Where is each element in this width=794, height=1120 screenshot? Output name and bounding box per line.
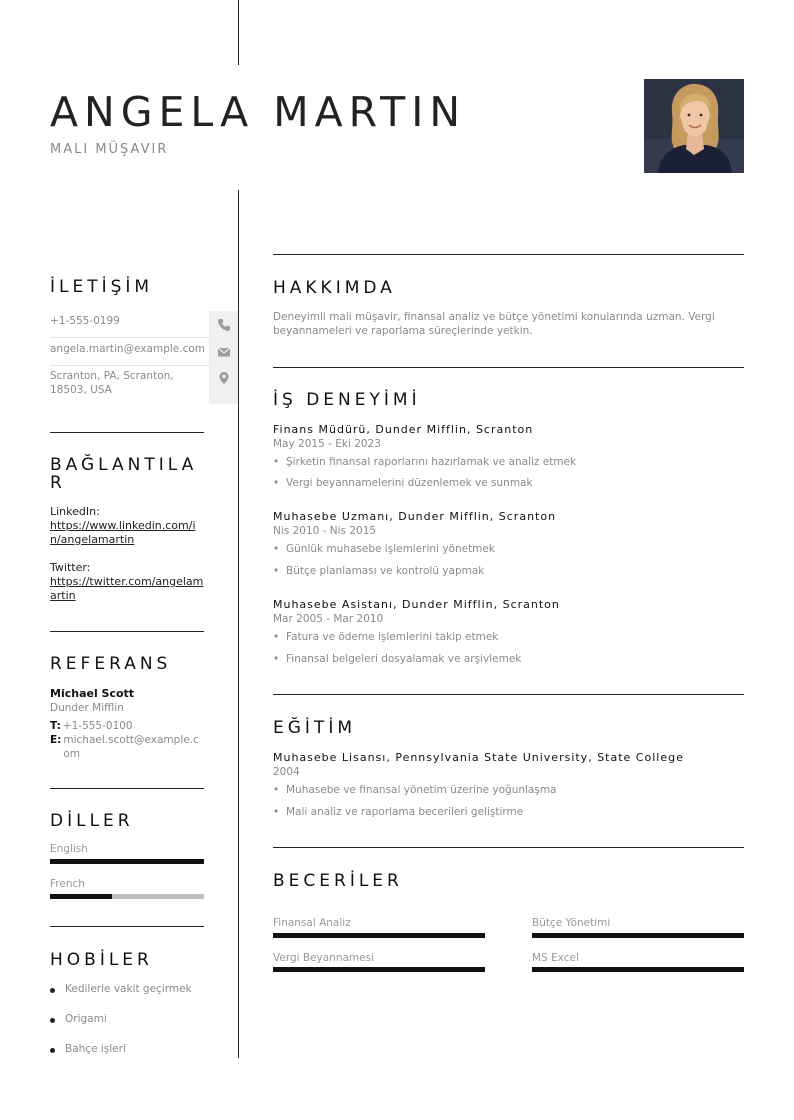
language-name-english: English — [50, 843, 88, 855]
skill-bar — [532, 933, 744, 938]
email-text: angela.martin@example.com — [50, 343, 206, 355]
skills-heading: BECERİLER — [273, 871, 403, 891]
skill-bar — [273, 933, 485, 938]
skill-bar — [273, 967, 485, 972]
profile-photo — [644, 79, 744, 173]
divider-hobbies — [50, 926, 204, 927]
location-pin-icon — [217, 371, 231, 385]
hobbies-heading: HOBİLER — [50, 950, 153, 970]
twitter-entry — [50, 561, 204, 603]
skill-name: Bütçe Yönetimi — [532, 917, 611, 929]
job-dates: May 2015 - Eki 2023 — [273, 438, 381, 450]
address-text: Scranton, PA, Scranton, 18503, USA — [50, 370, 174, 396]
language-bar-french — [50, 894, 204, 899]
candidate-name: ANGELA MARTIN — [50, 88, 466, 136]
linkedin-entry — [50, 505, 204, 547]
phone-icon — [217, 318, 231, 332]
job-bullet-text: Şirketin finansal raporlarını hazırlamak ve analiz etmek — [286, 456, 577, 468]
education-year: 2004 — [273, 766, 300, 778]
job-bullet-text: Fatura ve ödeme işlemlerini takip etmek — [286, 631, 499, 643]
links-heading: BAĞLANTILA R — [50, 455, 198, 493]
reference-phone-value: +1-555-0100 — [62, 720, 133, 732]
reference-entry — [50, 687, 204, 761]
job-dates: Nis 2010 - Nis 2015 — [273, 525, 377, 537]
language-name-french: French — [50, 878, 85, 890]
job-title: Muhasebe Asistanı, Dunder Mifflin, Scranton — [273, 598, 560, 611]
reference-email-label: E: — [50, 734, 62, 746]
languages-heading: DİLLER — [50, 811, 134, 831]
divider-reference — [50, 631, 204, 632]
divider-education — [273, 694, 744, 695]
about-heading: HAKKIMDA — [273, 278, 396, 298]
education-heading: EĞİTİM — [273, 718, 356, 738]
divider-skills — [273, 847, 744, 848]
education-bullet-text: Mali analiz ve raporlama becerileri geliştirme — [286, 806, 524, 818]
twitter-link[interactable]: https://twitter.com/angelamartin — [50, 575, 204, 602]
about-text: Deneyimli mali müşavir, finansal analiz ve bütçe yönetimi konularında uzman. Vergi beyannameleri ve raporlama süreçlerinde yetkin. — [273, 311, 715, 337]
vertical-divider-top — [238, 0, 239, 65]
job-dates: Mar 2005 - Mar 2010 — [273, 613, 384, 625]
twitter-label: Twitter: — [50, 561, 91, 574]
reference-phone-label: T: — [50, 720, 61, 732]
job-bullet-text: Bütçe planlaması ve kontrolü yapmak — [286, 565, 485, 577]
bullet-dot — [50, 1018, 55, 1023]
skill-bar-fill — [273, 967, 485, 972]
job-title: Finans Müdürü, Dunder Mifflin, Scranton — [273, 423, 534, 436]
job-bullet-text: Günlük muhasebe işlemlerini yönetmek — [286, 543, 495, 555]
hobby-text: Kedilerle vakit geçirmek — [65, 983, 192, 995]
skill-bar-fill — [532, 933, 744, 938]
contact-heading: İLETİŞİM — [50, 277, 154, 297]
job-title: MALI MÜŞAVIR — [50, 142, 169, 157]
divider-experience — [273, 367, 744, 368]
bullet-dot — [50, 1048, 55, 1053]
job-bullet-text: Vergi beyannamelerini düzenlemek ve sunmak — [286, 477, 533, 489]
divider-languages — [50, 788, 204, 789]
phone-text: +1-555-0199 — [50, 315, 120, 327]
reference-email — [50, 733, 204, 761]
vertical-divider-main — [238, 190, 239, 1058]
bullet-dot — [50, 988, 55, 993]
language-bar-fill-english — [50, 859, 204, 864]
reference-phone — [50, 719, 204, 733]
divider-links — [50, 432, 204, 433]
linkedin-link[interactable]: https://www.linkedin.com/in/angelamartin — [50, 519, 196, 546]
skill-bar-fill — [532, 967, 744, 972]
language-bar-english — [50, 859, 204, 864]
reference-company: Dunder Mifflin — [50, 702, 124, 714]
hobby-text: Origami — [65, 1013, 107, 1025]
divider-about — [273, 254, 744, 255]
reference-heading: REFERANS — [50, 654, 172, 674]
skill-name: Finansal Analiz — [273, 917, 351, 929]
education-bullet-text: Muhasebe ve finansal yönetim üzerine yoğunlaşma — [286, 784, 557, 796]
experience-heading: İŞ DENEYİMİ — [273, 390, 421, 410]
skill-bar — [532, 967, 744, 972]
contact-icons-strip — [209, 311, 238, 404]
envelope-icon — [217, 345, 231, 359]
linkedin-label: LinkedIn: — [50, 505, 100, 518]
job-title: Muhasebe Uzmanı, Dunder Mifflin, Scranton — [273, 510, 557, 523]
language-bar-fill-french — [50, 894, 112, 899]
reference-email-value: michael.scott@example.com — [63, 734, 199, 760]
education-degree: Muhasebe Lisansı, Pennsylvania State University, State College — [273, 751, 684, 764]
skill-bar-fill — [273, 933, 485, 938]
reference-name: Michael Scott — [50, 687, 135, 700]
skill-name: MS Excel — [532, 952, 579, 964]
hobby-text: Bahçe işleri — [65, 1043, 126, 1055]
job-bullet-text: Finansal belgeleri dosyalamak ve arşivlemek — [286, 653, 522, 665]
skill-name: Vergi Beyannamesi — [273, 952, 375, 964]
